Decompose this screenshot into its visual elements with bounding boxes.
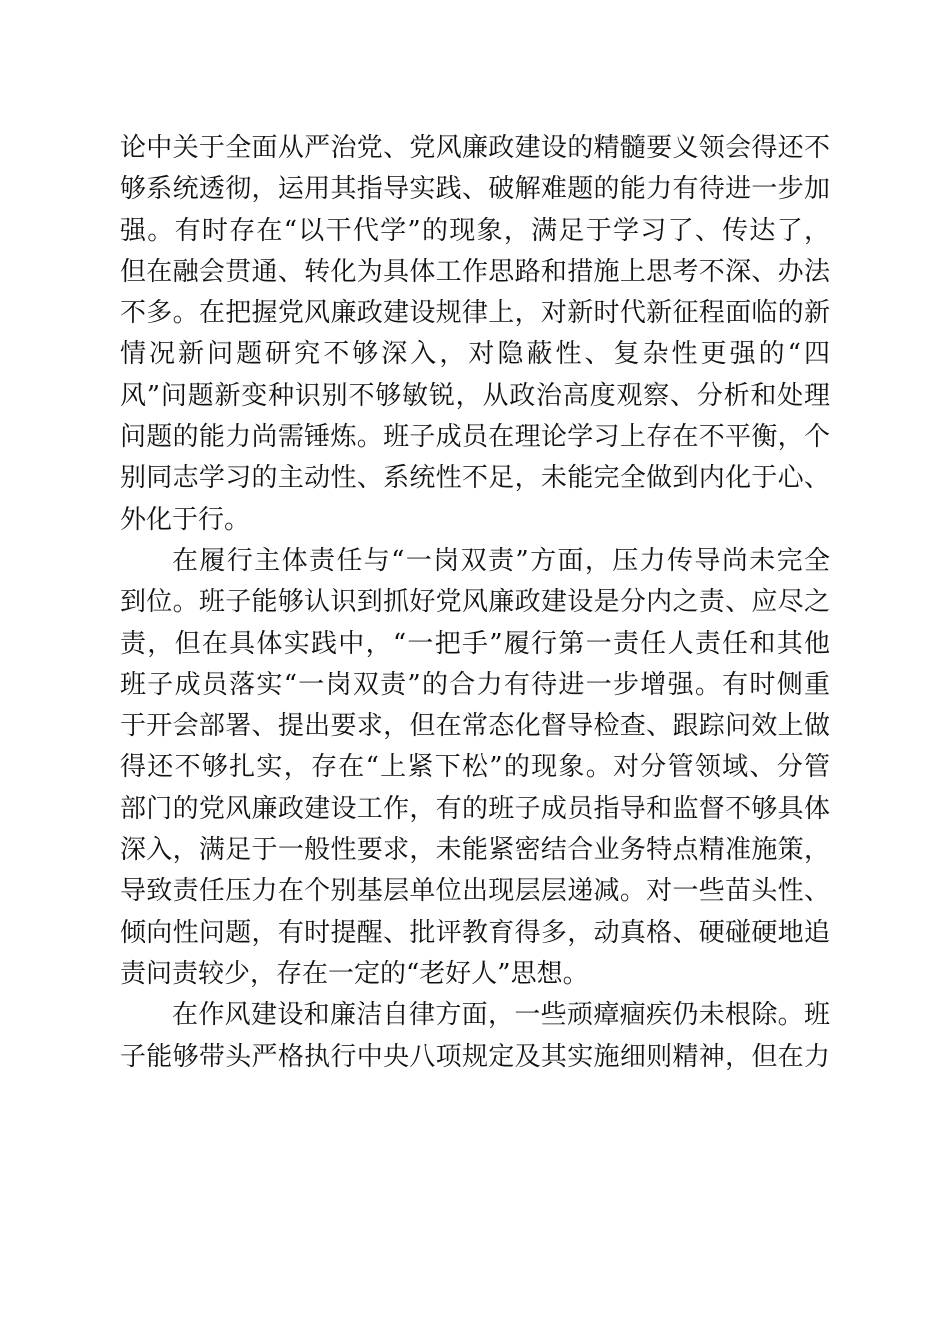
paragraph-1 — [120, 128, 830, 541]
text-line: 在作风建设和廉洁自律方面，一些顽瘴痼疾仍未根除。班 — [172, 1000, 830, 1031]
paragraph-2 — [120, 541, 830, 995]
text-line: 子能够带头严格执行中央八项规定及其实施细则精神，但在力 — [120, 1041, 830, 1072]
text-line: 但在融会贯通、转化为具体工作思路和措施上思考不深、办法 — [120, 256, 830, 287]
text-line: 责问责较少，存在一定的“老好人”思想。 — [120, 958, 589, 989]
text-line: 部门的党风廉政建设工作，有的班子成员指导和监督不够具体 — [120, 793, 830, 824]
text-line: 到位。班子能够认识到抓好党风廉政建设是分内之责、应尽之 — [120, 587, 830, 618]
text-line: 深入，满足于一般性要求，未能紧密结合业务特点精准施策， — [120, 835, 830, 866]
document-body — [120, 128, 830, 1078]
text-line: 倾向性问题，有时提醒、批评教育得多，动真格、硬碰硬地追 — [120, 917, 830, 948]
text-line: 问题的能力尚需锤炼。班子成员在理论学习上存在不平衡，个 — [120, 422, 830, 453]
text-line: 于开会部署、提出要求，但在常态化督导检查、跟踪问效上做 — [120, 711, 830, 742]
text-line: 论中关于全面从严治党、党风廉政建设的精髓要义领会得还不 — [120, 133, 830, 163]
text-line: 责，但在具体实践中，“一把手”履行第一责任人责任和其他 — [120, 628, 830, 659]
text-line: 别同志学习的主动性、系统性不足，未能完全做到内化于心、 — [120, 463, 830, 494]
text-line: 够系统透彻，运用其指导实践、破解难题的能力有待进一步加 — [120, 174, 830, 205]
text-line: 在履行主体责任与“一岗双责”方面，压力传导尚未完全 — [172, 545, 830, 576]
text-line: 风”问题新变种识别不够敏锐，从政治高度观察、分析和处理 — [120, 380, 830, 411]
text-line: 不多。在把握党风廉政建设规律上，对新时代新征程面临的新 — [120, 298, 830, 329]
text-line: 得还不够扎实，存在“上紧下松”的现象。对分管领域、分管 — [120, 752, 830, 783]
text-line: 导致责任压力在个别基层单位出现层层递减。对一些苗头性、 — [120, 876, 830, 907]
text-line: 班子成员落实“一岗双责”的合力有待进一步增强。有时侧重 — [120, 669, 830, 700]
text-line: 强。有时存在“以干代学”的现象，满足于学习了、传达了， — [120, 215, 830, 246]
text-line: 情况新问题研究不够深入，对隐蔽性、复杂性更强的“四 — [120, 339, 830, 370]
paragraph-3 — [120, 995, 830, 1078]
text-line: 外化于行。 — [120, 504, 251, 535]
